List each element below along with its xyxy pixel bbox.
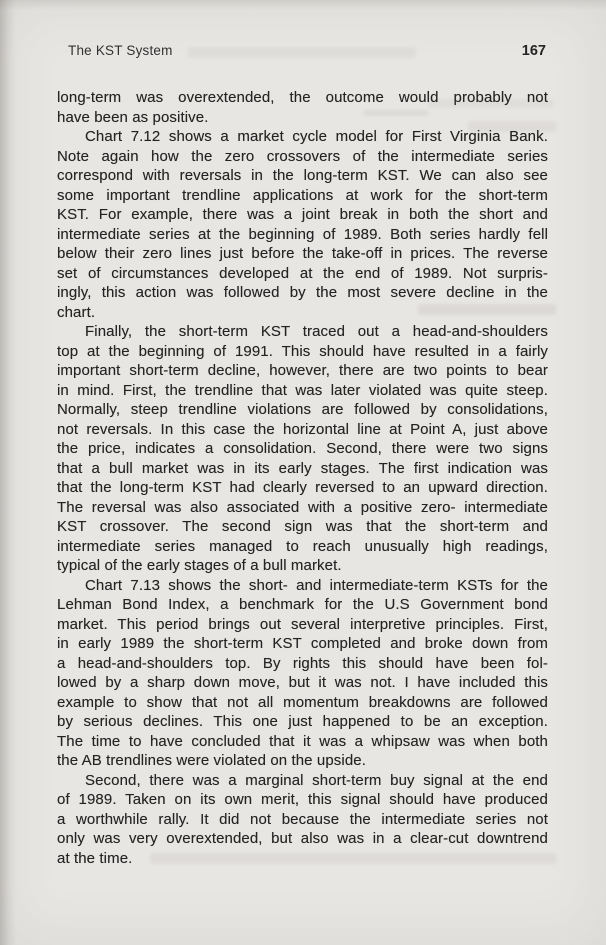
text-line: only was very overextended, but also was in a clear-cut downtrend bbox=[57, 830, 548, 847]
header-title: The KST System bbox=[68, 43, 173, 58]
page-number: 167 bbox=[521, 43, 546, 59]
text-body bbox=[57, 88, 548, 868]
text-line: Lehman Bond Index, a benchmark for the U.S Government bond bbox=[57, 596, 548, 613]
text-line: chart. bbox=[57, 303, 96, 321]
text-line: have been as positive. bbox=[57, 108, 209, 126]
text-line: that a bull market was in its early stages. The first indication was bbox=[57, 459, 548, 477]
text-line: the AB trendlines were violated on the upside. bbox=[57, 752, 366, 769]
text-line: lowed by a sharp down move, but it was not. I have included this bbox=[57, 674, 548, 691]
text-line: The reversal was also associated with a positive zero- intermediate bbox=[57, 498, 548, 516]
text-line: typical of the early stages of a bull market. bbox=[57, 557, 342, 574]
text-line: long-term was overextended, the outcome would probably not bbox=[57, 89, 548, 106]
text-line: Second, there was a marginal short-term buy signal at the end bbox=[85, 771, 548, 789]
text-line: ingly, this action was followed by the most severe decline in the bbox=[57, 284, 548, 301]
running-header bbox=[57, 43, 548, 59]
text-line: of 1989. Taken on its own merit, this signal should have produced bbox=[57, 791, 548, 808]
text-line: in early 1989 the short-term KST completed and broke down from bbox=[57, 635, 548, 652]
text-line: a head-and-shoulders top. By rights this should have been fol- bbox=[57, 654, 548, 672]
text-line: top at the beginning of 1991. This should have resulted in a fairly bbox=[57, 342, 548, 360]
text-line: market. This period brings out several interpretive principles. First, bbox=[57, 615, 548, 633]
text-line: Chart 7.13 shows the short- and intermediate-term KSTs for the bbox=[85, 576, 548, 594]
text-line: Finally, the short-term KST traced out a head-and-shoulders bbox=[85, 323, 548, 340]
text-line: below their zero lines just before the take-off in prices. The reverse bbox=[57, 245, 548, 262]
text-line: the price, indicates a consolidation. Second, there were two signs bbox=[57, 440, 548, 457]
text-line: Normally, steep trendline violations are followed by consolidations, bbox=[57, 401, 548, 418]
text-line: example to show that not all momentum breakdowns are followed bbox=[57, 693, 548, 711]
text-line: KST crossover. The second sign was that the short-term and bbox=[57, 518, 548, 535]
text-line: set of circumstances developed at the end of 1989. Not surpris- bbox=[57, 264, 548, 282]
text-line: by serious declines. This one just happened to be an exception. bbox=[57, 713, 548, 730]
text-line: intermediate series managed to reach unusually high readings, bbox=[57, 537, 548, 555]
text-line: at the time. bbox=[57, 849, 133, 867]
text-line: a worthwhile rally. It did not because the intermediate series not bbox=[57, 810, 548, 828]
text-line: Note again how the zero crossovers of the intermediate series bbox=[57, 147, 548, 165]
text-line: some important trendline applications at work for the short-term bbox=[57, 186, 548, 204]
text-line: correspond with reversals in the long-term KST. We can also see bbox=[57, 167, 548, 184]
scan-top-shadow bbox=[0, 0, 606, 10]
text-line: that the long-term KST had clearly reversed to an upward direction. bbox=[57, 479, 548, 496]
scan-edge-shadow bbox=[0, 0, 16, 945]
text-line: intermediate series at the beginning of 1989. Both series hardly fell bbox=[57, 225, 548, 243]
text-line: in mind. First, the trendline that was later violated was quite steep. bbox=[57, 381, 548, 399]
text-line: KST. For example, there was a joint break in both the short and bbox=[57, 206, 548, 223]
text-line: Chart 7.12 shows a market cycle model for First Virginia Bank. bbox=[85, 128, 548, 145]
text-line: not reversals. In this case the horizontal line at Point A, just above bbox=[57, 420, 548, 438]
text-line: important short-term decline, however, there are two points to bear bbox=[57, 362, 548, 379]
text-line: The time to have concluded that it was a whipsaw was when both bbox=[57, 732, 548, 750]
